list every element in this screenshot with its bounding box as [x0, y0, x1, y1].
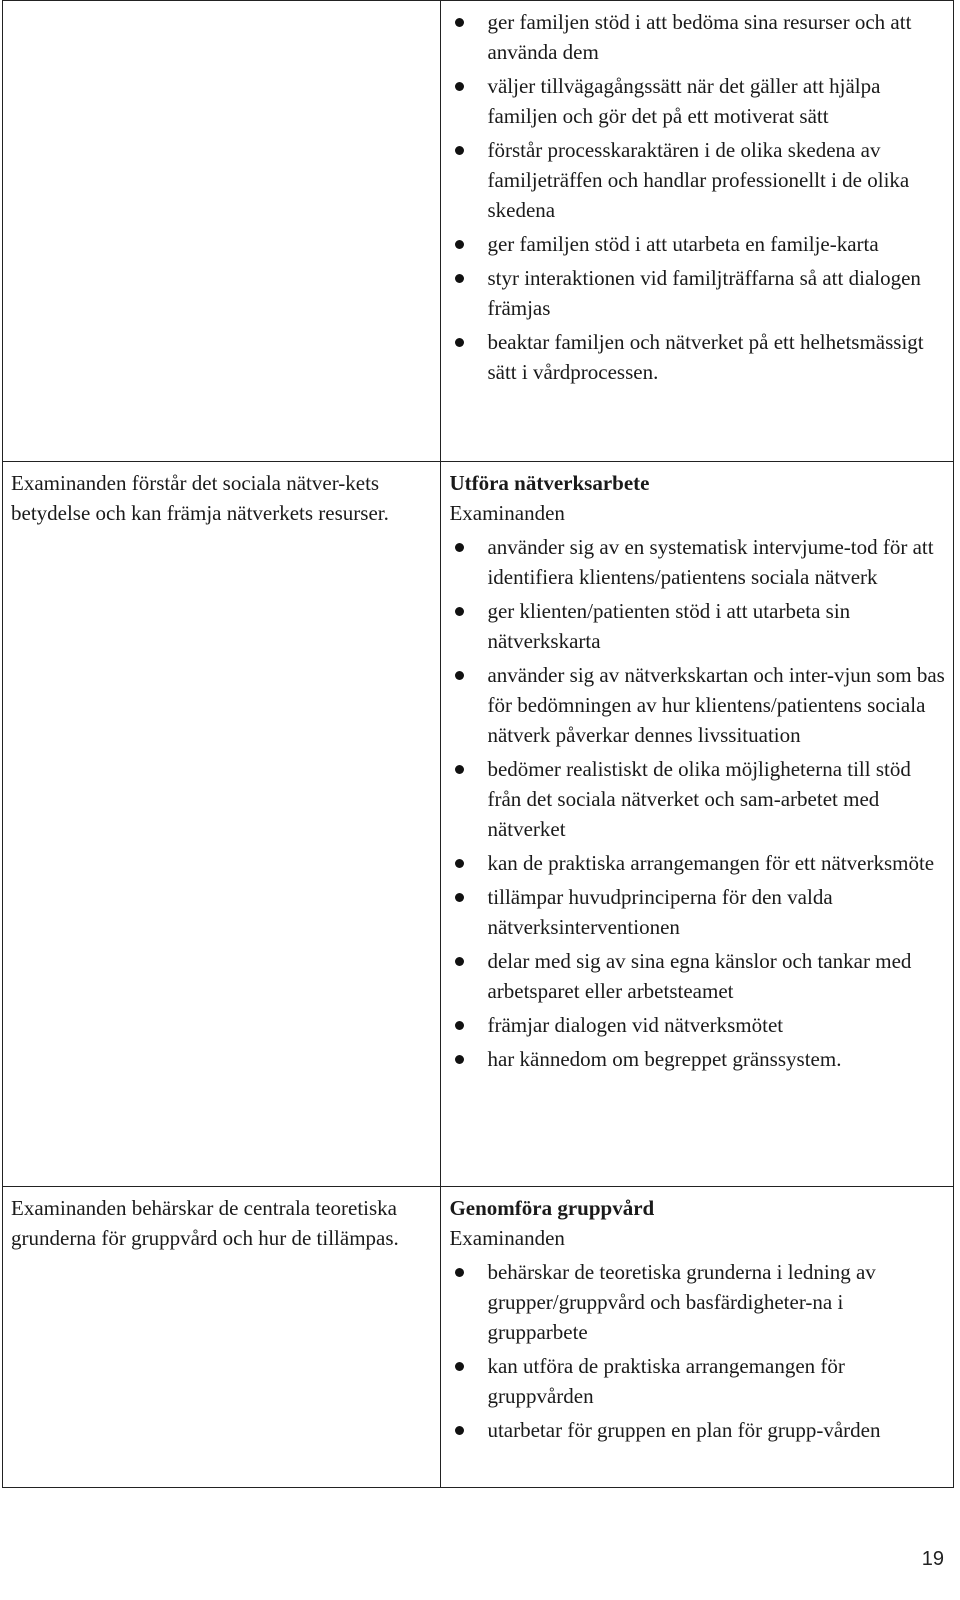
- left-cell-text: [3, 1, 440, 7]
- list-item: delar med sig av sina egna känslor och tankar med arbetsparet eller arbetsteamet: [449, 946, 945, 1006]
- section-heading: Utföra nätverksarbete: [449, 471, 650, 495]
- list-item: väljer tillvägagångssätt när det gäller att hjälpa familjen och gör det på ett motiverat sätt: [449, 71, 945, 131]
- competence-table: [2, 0, 954, 1488]
- bullet-list: [449, 532, 945, 1074]
- bullet-icon: [455, 671, 464, 680]
- list-item: kan utföra de praktiska arrangemangen för gruppvården: [449, 1351, 945, 1411]
- list-item: främjar dialogen vid nätverksmötet: [449, 1010, 945, 1040]
- table-row: [3, 462, 954, 1187]
- left-cell: [3, 462, 441, 1187]
- list-item: utarbetar för gruppen en plan för grupp-vården: [449, 1415, 945, 1445]
- page-number: 19: [921, 1548, 944, 1570]
- bullet-icon: [455, 607, 464, 616]
- bullet-icon: [455, 1055, 464, 1064]
- bullet-icon: [455, 1362, 464, 1371]
- bullet-icon: [455, 18, 464, 27]
- bullet-icon: [455, 1268, 464, 1277]
- bullet-icon: [455, 240, 464, 249]
- bullet-icon: [455, 82, 464, 91]
- list-item: ger klienten/patienten stöd i att utarbeta sin nätverkskarta: [449, 596, 945, 656]
- list-item: tillämpar huvudprinciperna för den valda nätverksinterventionen: [449, 882, 945, 942]
- bullet-icon: [455, 543, 464, 552]
- table-row: [3, 1187, 954, 1488]
- list-item: styr interaktionen vid familjträffarna så att dialogen främjas: [449, 263, 945, 323]
- table-row: [3, 1, 954, 462]
- list-item: har kännedom om begreppet gränssystem.: [449, 1044, 945, 1074]
- left-cell: [3, 1, 441, 462]
- bullet-icon: [455, 957, 464, 966]
- list-item: kan de praktiska arrangemangen för ett nätverksmöte: [449, 848, 945, 878]
- bullet-icon: [455, 1021, 464, 1030]
- left-cell-text: Examinanden förstår det sociala nätver-kets betydelse och kan främja nätverkets resurser.: [11, 471, 389, 525]
- bullet-icon: [455, 1426, 464, 1435]
- section-subheading: Examinanden: [449, 1226, 565, 1250]
- right-cell: [441, 1187, 954, 1488]
- list-item: använder sig av nätverkskartan och inter-vjun som bas för bedömningen av hur klientens/patientens sociala nätverk påverkar dennes livssituation: [449, 660, 945, 750]
- bullet-icon: [455, 893, 464, 902]
- list-item: använder sig av en systematisk intervjume-tod för att identifiera klientens/patientens sociala nätverk: [449, 532, 945, 592]
- bullet-icon: [455, 146, 464, 155]
- left-cell: [3, 1187, 441, 1488]
- list-item: beaktar familjen och nätverket på ett helhetsmässigt sätt i vårdprocessen.: [449, 327, 945, 387]
- list-item: bedömer realistiskt de olika möjligheterna till stöd från det sociala nätverket och sam-arbetet med nätverket: [449, 754, 945, 844]
- bullet-list: [449, 1257, 945, 1445]
- section-subheading: Examinanden: [449, 501, 565, 525]
- list-item: förstår processkaraktären i de olika skedena av familjeträffen och handlar professionellt i de olika skedena: [449, 135, 945, 225]
- bullet-icon: [455, 338, 464, 347]
- bullet-icon: [455, 765, 464, 774]
- right-cell: [441, 462, 954, 1187]
- bullet-icon: [455, 859, 464, 868]
- list-item: ger familjen stöd i att bedöma sina resurser och att använda dem: [449, 7, 945, 67]
- list-item: behärskar de teoretiska grunderna i ledning av grupper/gruppvård och basfärdigheter-na i grupparbete: [449, 1257, 945, 1347]
- bullet-list: [449, 7, 945, 387]
- section-heading: Genomföra gruppvård: [449, 1196, 655, 1220]
- list-item: ger familjen stöd i att utarbeta en familje-karta: [449, 229, 945, 259]
- left-cell-text: Examinanden behärskar de centrala teoretiska grunderna för gruppvård och hur de tillämpas.: [11, 1196, 399, 1250]
- bullet-icon: [455, 274, 464, 283]
- right-cell: [441, 1, 954, 462]
